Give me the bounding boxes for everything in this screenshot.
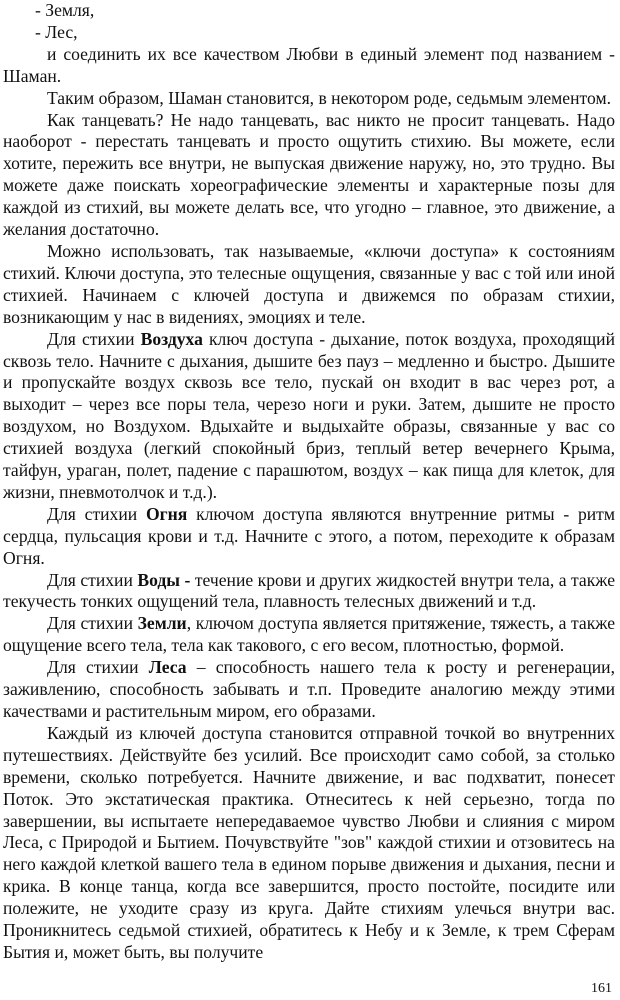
paragraph-air bbox=[3, 329, 615, 504]
fire-text: ключом доступа являются внутренние ритмы - ритм сердца, пульсация крови и т.д. Начните с этого, а потом, переходите к образам Огня. bbox=[3, 503, 615, 568]
list-item-earth: - Земля, bbox=[35, 0, 95, 20]
earth-term: Земли bbox=[137, 613, 187, 634]
paragraph-fire bbox=[3, 504, 615, 570]
paragraph-forest bbox=[3, 657, 615, 723]
water-text: течение крови и других жидкостей внутри тела, а также текучесть тонких ощущений тела, плавность телесных движений и т.д. bbox=[3, 569, 615, 612]
page-number: 161 bbox=[591, 981, 612, 996]
fire-term: Огня bbox=[145, 503, 188, 524]
list-item-forest: - Лес, bbox=[35, 21, 78, 42]
air-term: Воздуха bbox=[140, 328, 203, 349]
water-term: Воды - bbox=[137, 569, 191, 590]
paragraph-earth bbox=[3, 613, 615, 657]
paragraph-water bbox=[3, 570, 615, 614]
water-pre: Для стихии bbox=[47, 569, 138, 590]
paragraph-practice: Каждый из ключей доступа становится отправной точкой во внутренних путешествиях. Действуйте без усилий. Все происходит само собой, за столько времени, сколько потребуется. Начните движение, и вас подхватит, понесет Поток. Это экстатическая практика. Отнеситесь к ней серьезно, тогда по завершении, вы испытаете непередаваемое чувство Любви и слияния с миром Леса, с Природой и Бытием. Почувствуйте "зов" каждой стихии и отзовитесь на него каждой клеткой вашего тела в едином порыве движения и дыхания, песни и крика. В конце танца, когда все завершится, просто постойте, посидите или полежите, не уходите сразу из круга. Дайте стихиям улечься внутри вас. Проникнитесь седьмой стихией, обратитесь к Небу и к Земле, к трем Сферам Бытия и, может быть, вы получите bbox=[3, 722, 615, 962]
air-pre: Для стихии bbox=[47, 328, 141, 349]
earth-text: , ключом доступа является притяжение, тяжесть, а также ощущение всего тела, тела как такового, с его весом, плотностью, формой. bbox=[3, 613, 616, 656]
forest-text: – способность нашего тела к росту и регенерации, заживлению, способность забывать и т.п. Проведите аналогию между этими качествами и растительным миром, его образами. bbox=[3, 657, 615, 721]
forest-term: Леса bbox=[148, 657, 187, 678]
paragraph-access-keys: Можно использовать, так называемые, «ключи доступа» к состояниям стихий. Ключи доступа, это телесные ощущения, связанные у вас с той или иной стихией. Начинаем с ключей доступа и движемся по образам стихии, возникающим у нас в видениях, эмоциях и теле. bbox=[3, 240, 615, 327]
paragraph-shaman-element: и соединить их все качеством Любви в единый элемент под названием - Шаман. bbox=[3, 43, 615, 86]
earth-pre: Для стихии bbox=[47, 613, 138, 634]
fire-pre: Для стихии bbox=[47, 503, 146, 524]
forest-pre: Для стихии bbox=[47, 657, 149, 678]
paragraph-how-to-dance: Как танцевать? Не надо танцевать, вас никто не просит танцевать. Надо наоборот - перестать танцевать и просто ощутить стихию. Вы можете, если хотите, пережить все внутри, не выпуская движение наружу, но, это трудно. Вы можете даже поискать хореографические элементы и характерные позы для каждой из стихий, вы можете делать все, что угодно – главное, это движение, а желания достаточно. bbox=[3, 109, 615, 240]
air-text: ключ доступа - дыхание, поток воздуха, проходящий сквозь тело. Начните с дыхания, дышите без пауз – медленно и быстро. Дышите и пропускайте воздух сквозь все тело, пускай он входит в вас через рот, а выходит – через все поры тела, черезо ноги и руки. Затем, дышите не просто воздухом, но Воздухом. Вдыхайте и выдыхайте образы, связанные у вас со стихией воздуха (легкий спокойный бриз, теплый ветер вечернего Крыма, тайфун, ураган, полет, падение с парашютом, воздух – как пища для клеток, для жизни, пневмотолчок и т.д.). bbox=[3, 328, 615, 502]
paragraph-seventh-element: Таким образом, Шаман становится, в некотором роде, седьмым элементом. bbox=[47, 87, 611, 108]
